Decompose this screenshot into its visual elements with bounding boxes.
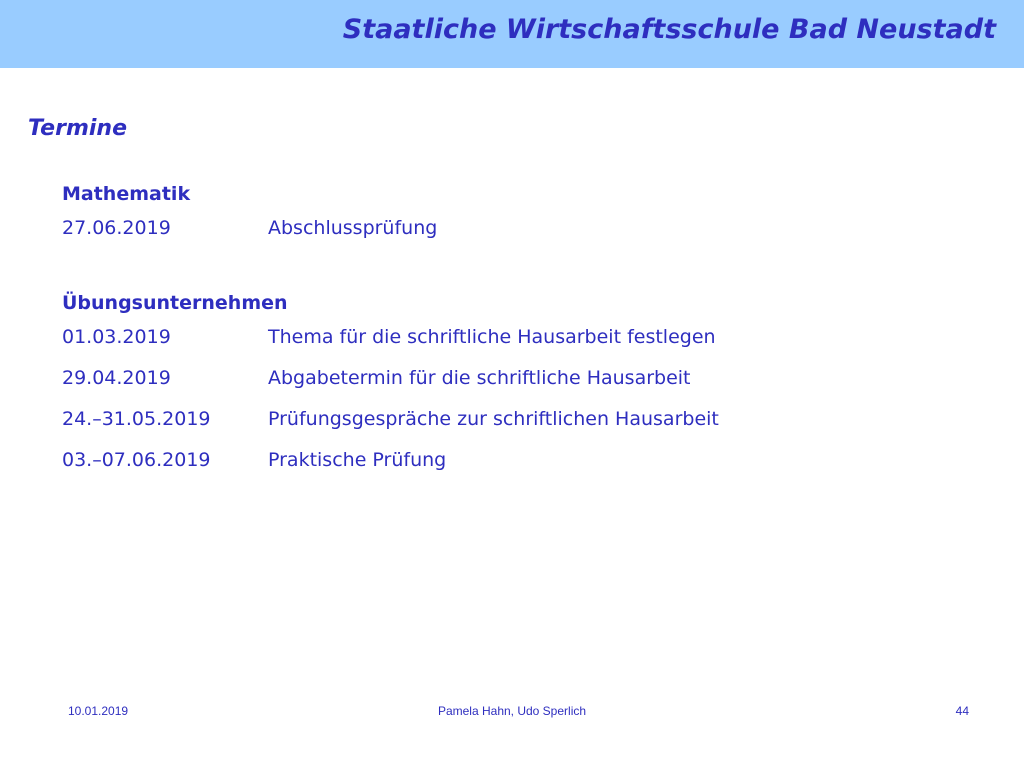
schedule-description: Thema für die schriftliche Hausarbeit festlegen [268,326,716,348]
schedule-row [62,208,982,249]
section-title: Termine [28,116,127,141]
group-heading: Mathematik [62,183,191,205]
schedule-content [62,180,982,481]
schedule-description: Abgabetermin für die schriftliche Hausarbeit [268,367,691,389]
schedule-date: 03.–07.06.2019 [62,449,211,471]
schedule-row [62,317,982,358]
footer-date: 10.01.2019 [68,704,129,718]
schedule-date: 27.06.2019 [62,217,171,239]
schedule-description: Prüfungsgespräche zur schriftlichen Hausarbeit [268,408,719,430]
footer-authors: Pamela Hahn, Udo Sperlich [437,704,587,718]
header-title: Staatliche Wirtschaftsschule Bad Neustadt [342,14,996,45]
schedule-row [62,440,982,481]
footer-page-number: 44 [955,704,969,718]
schedule-date: 01.03.2019 [62,326,171,348]
header-bar [0,0,1024,68]
schedule-description: Praktische Prüfung [268,449,447,471]
schedule-description: Abschlussprüfung [268,217,438,239]
schedule-group-mathematik [62,180,982,249]
schedule-date: 29.04.2019 [62,367,171,389]
schedule-date: 24.–31.05.2019 [62,408,211,430]
group-heading: Übungsunternehmen [62,292,288,314]
schedule-group-uebungsunternehmen [62,289,982,481]
schedule-row [62,399,982,440]
schedule-row [62,358,982,399]
